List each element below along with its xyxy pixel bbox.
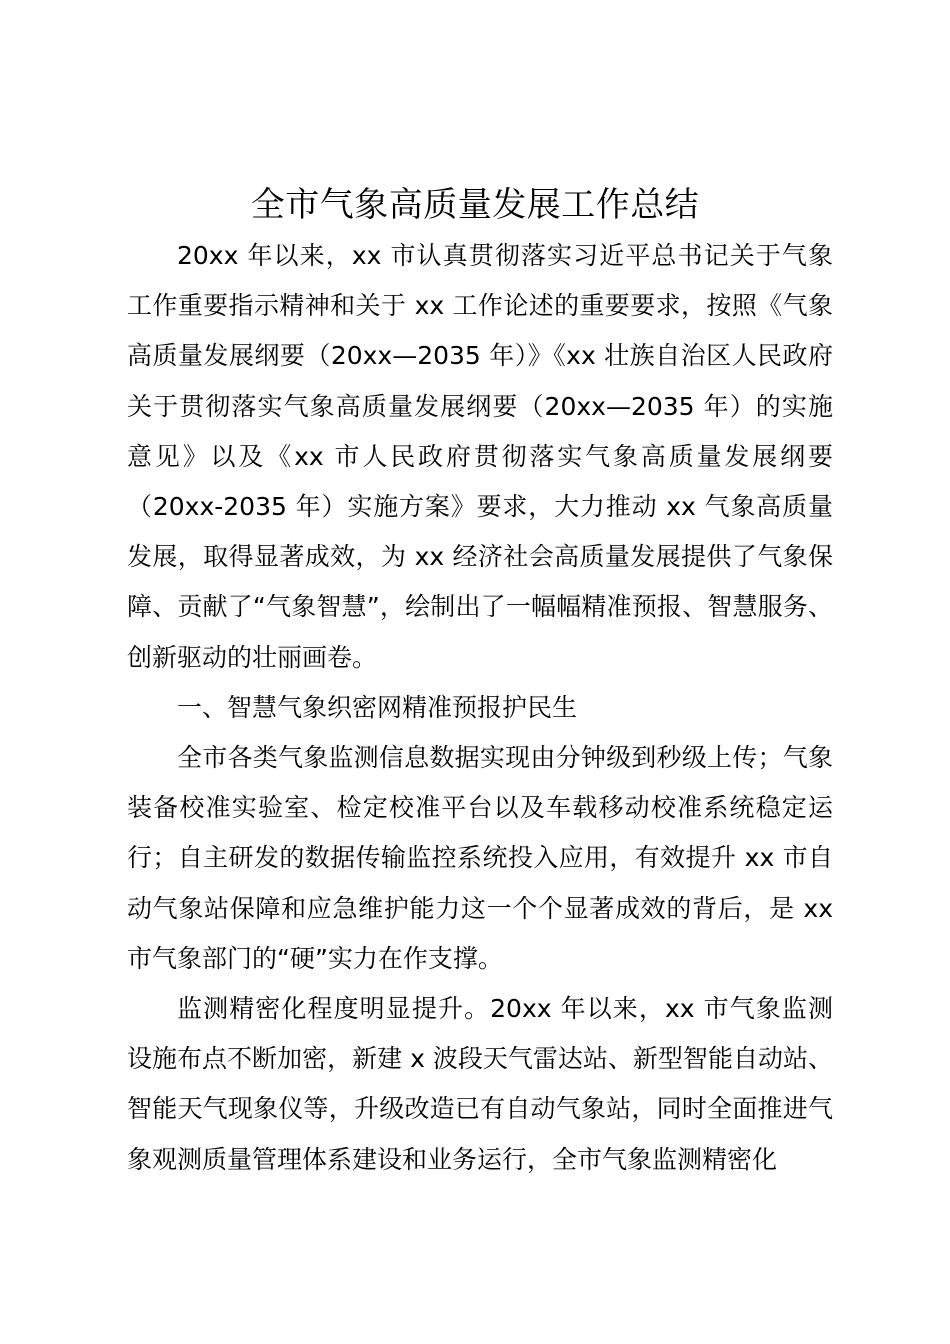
- paragraph-precision: 监测精密化程度明显提升。20xx 年以来，xx 市气象监测设施布点不断加密，新建 x 波段天气雷达站、新型智能自动站、智能天气现象仪等，升级改造已有自动气象站，同时全面推进气象观测质量管理体系建设和业务运行，全市气象监测精密化: [127, 994, 833, 1174]
- document-body: [127, 231, 833, 1185]
- document-title: 全市气象高质量发展工作总结: [250, 185, 700, 225]
- paragraph-intro: 20xx 年以来，xx 市认真贯彻落实习近平总书记关于气象工作重要指示精神和关于 xx 工作论述的重要要求，按照《气象高质量发展纲要（20xx—2035 年）》《xx 壮族自治区人民政府关于贯彻落实气象高质量发展纲要（20xx—2035 年）的实施意见》以及《xx 市人民政府贯彻落实气象高质量发展纲要（20xx-2035 年）实施方案》要求，大力推动 xx 气象高质量发展，取得显著成效，为 xx 经济社会高质量发展提供了气象保障、贡献了“气象智慧”，绘制出了一幅幅精准预报、智慧服务、创新驱动的壮丽画卷。: [127, 241, 833, 672]
- section-heading-1: 一、智慧气象织密网精准预报护民生: [177, 692, 578, 722]
- paragraph-monitoring: 全市各类气象监测信息数据实现由分钟级到秒级上传；气象装备校准实验室、检定校准平台以及车载移动校准系统稳定运行；自主研发的数据传输监控系统投入应用，有效提升 xx 市自动气象站保障和应急维护能力这一个个显著成效的背后，是 xx 市气象部门的“硬”实力在作支撑。: [127, 743, 833, 973]
